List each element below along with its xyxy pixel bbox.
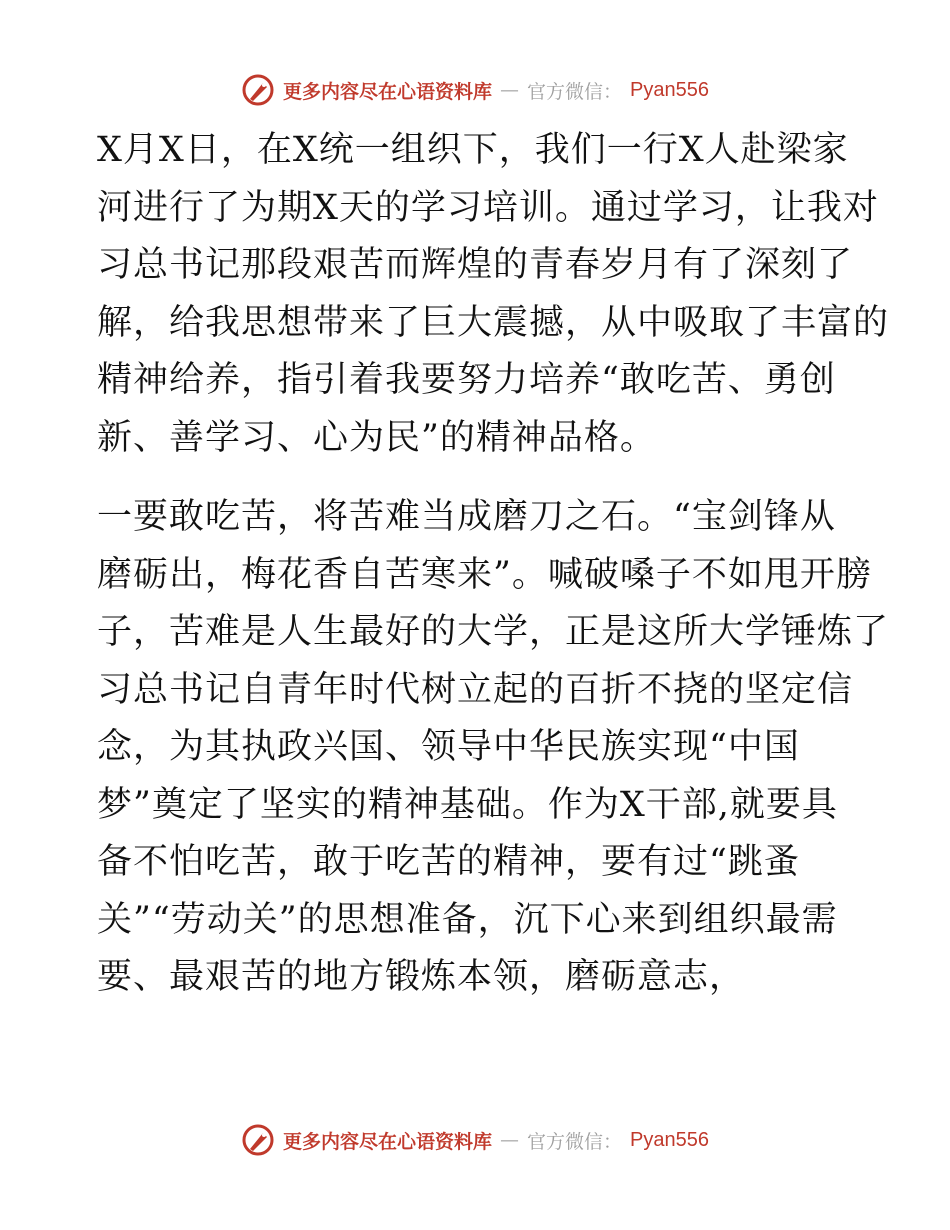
text-line: 一要敢吃苦，将苦难当成磨刀之石。“宝剑锋从 bbox=[97, 497, 836, 537]
paragraph-spacer bbox=[97, 467, 857, 489]
pen-nib-logo-icon bbox=[241, 1123, 275, 1157]
text-line: 解，给我思想带来了巨大震撼，从中吸取了丰富的 bbox=[97, 302, 890, 343]
text-line: 习总书记自青年时代树立起的百折不挠的坚定信 bbox=[97, 669, 854, 710]
watermark-label: 官方微信： bbox=[527, 80, 623, 103]
document-body bbox=[97, 122, 890, 1007]
text-line: X月X日，在X统一组织下，我们一行X人赴梁家 bbox=[97, 130, 849, 170]
text-line: 备不怕吃苦，敢于吃苦的精神，要有过“跳蚤 bbox=[97, 842, 800, 882]
paragraph-2 bbox=[97, 489, 890, 1007]
watermark-main-text: 更多内容尽在心语资料库 bbox=[283, 1130, 493, 1153]
paragraph-1 bbox=[97, 122, 890, 467]
text-line: 磨砺出，梅花香自苦寒来”。喊破嗓子不如甩开膀 bbox=[97, 554, 872, 595]
header-watermark bbox=[0, 70, 950, 110]
watermark-id: Pyan556 bbox=[630, 1128, 709, 1151]
text-line: 精神给养，指引着我要努力培养“敢吃苦、勇创 bbox=[97, 360, 836, 400]
pen-nib-logo-icon bbox=[241, 73, 275, 107]
watermark-id: Pyan556 bbox=[630, 78, 709, 101]
text-line: 习总书记那段艰苦而辉煌的青春岁月有了深刻了 bbox=[97, 245, 854, 285]
text-line: 梦”奠定了坚实的精神基础。作为X干部,就要具 bbox=[97, 784, 838, 825]
text-line: 念，为其执政兴国、领导中华民族实现“中国 bbox=[97, 727, 800, 767]
watermark-main-text: 更多内容尽在心语资料库 bbox=[283, 80, 493, 103]
watermark-dash: — bbox=[500, 1129, 520, 1151]
text-line: 子，苦难是人生最好的大学，正是这所大学锤炼了 bbox=[97, 612, 890, 652]
watermark-dash: — bbox=[500, 79, 520, 101]
text-line: 新、善学习、心为民”的精神品格。 bbox=[97, 417, 656, 458]
footer-watermark bbox=[0, 1120, 950, 1160]
text-line: 要、最艰苦的地方锻炼本领，磨砺意志， bbox=[97, 957, 746, 997]
text-line: 河进行了为期X天的学习培训。通过学习，让我对 bbox=[97, 187, 879, 228]
text-line: 关”“劳动关”的思想准备，沉下心来到组织最需 bbox=[97, 899, 838, 940]
watermark-label: 官方微信： bbox=[527, 1130, 623, 1153]
